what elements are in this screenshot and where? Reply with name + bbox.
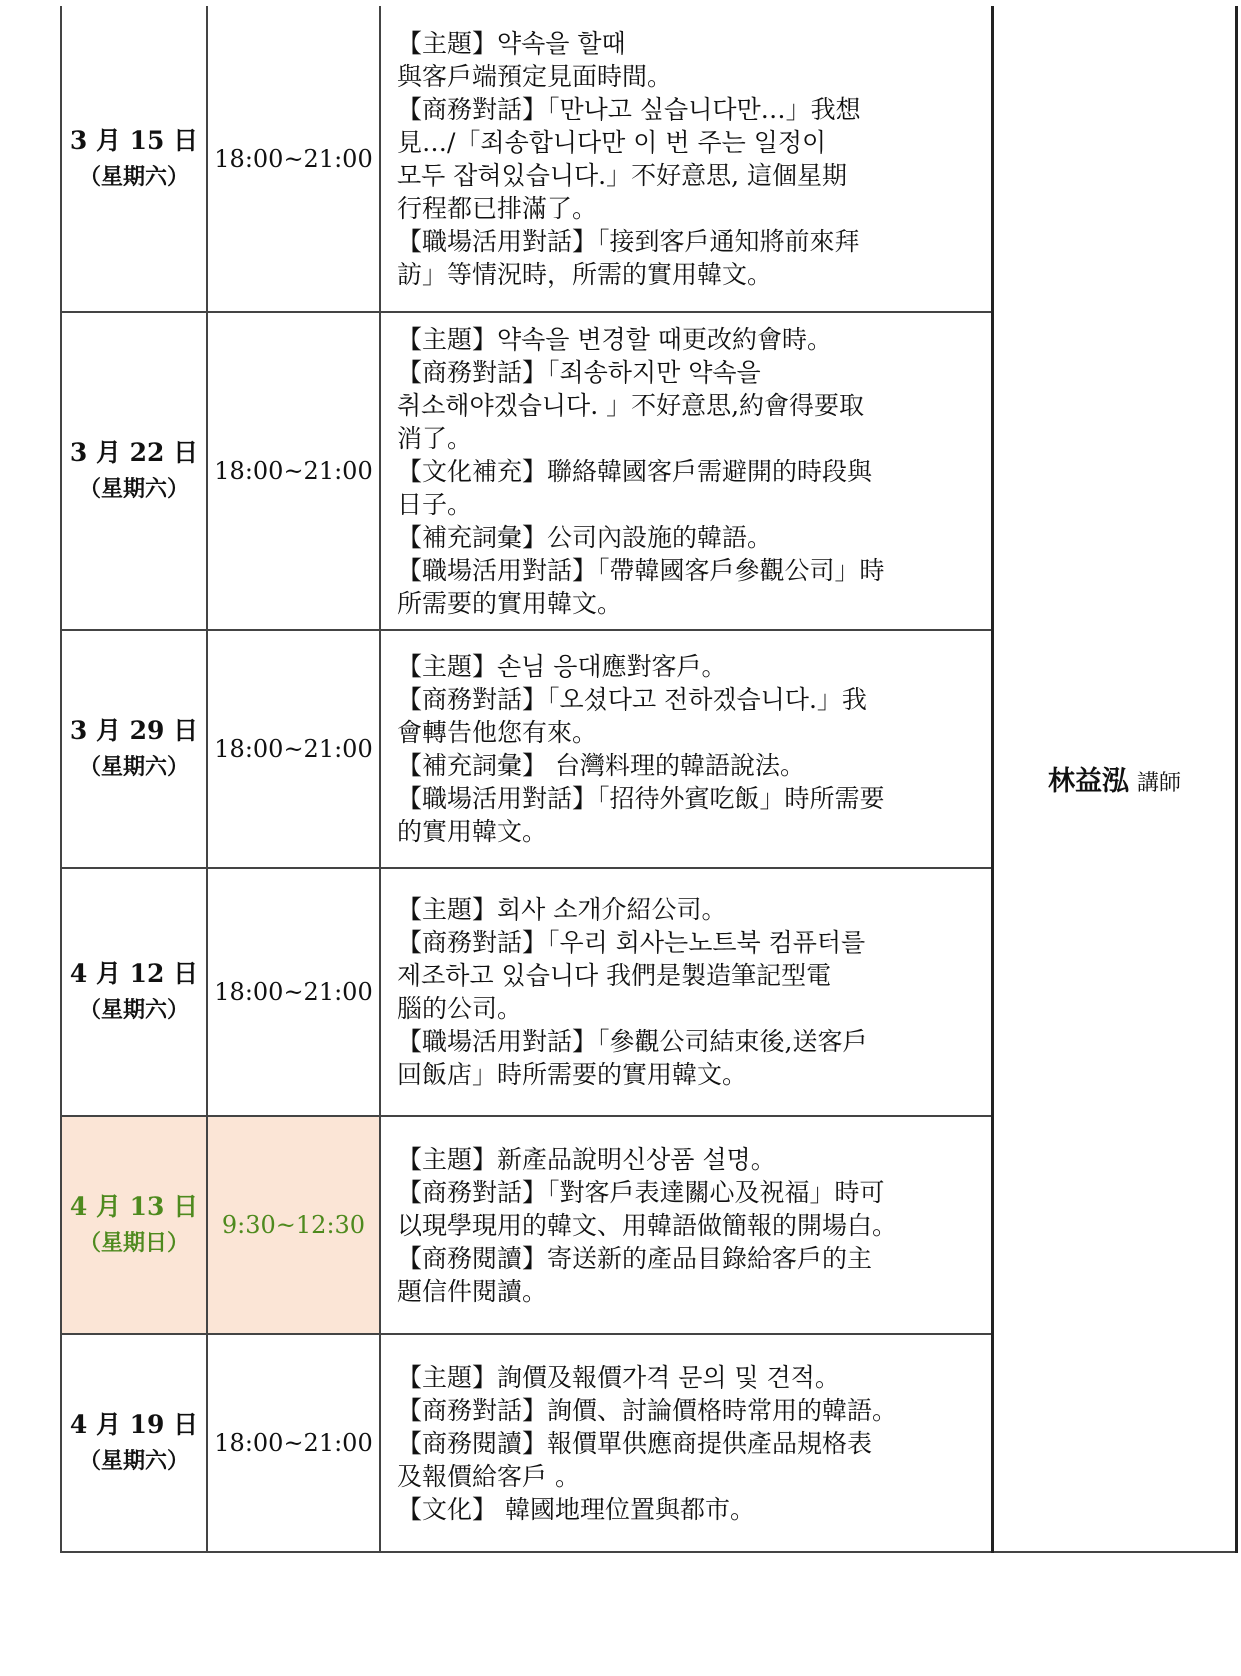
session-content — [380, 1334, 993, 1552]
content-line: 【主題】약속을 할때 — [397, 28, 626, 58]
session-date: 4 月 13 日 — [69, 1192, 199, 1221]
session-weekday: （星期六） — [78, 476, 189, 502]
content-line: 【商務對話】詢價、討論價格時常用的韓語。 — [397, 1395, 898, 1425]
content-line: 及報價給客戶 。 — [397, 1461, 580, 1491]
content-line: 與客戶端預定見面時間。 — [397, 61, 673, 91]
content-line: 所需要的實用韓文。 — [397, 588, 623, 618]
session-row — [61, 6, 1237, 312]
content-line: 行程都已排滿了。 — [397, 193, 598, 223]
session-time: 18:00~21:00 — [207, 312, 380, 630]
content-line: 【主題】詢價及報價가격 문의 및 견적。 — [397, 1362, 840, 1392]
content-line: 【職場活用對話】「帶韓國客戶參觀公司」時 — [397, 555, 885, 585]
content-line: 日子。 — [397, 489, 473, 519]
content-line: 腦的公司。 — [397, 994, 523, 1023]
session-content — [380, 1116, 993, 1334]
session-weekday: （星期六） — [78, 163, 189, 190]
content-line: 見…/「죄송합니다만 이 번 주는 일정이 — [397, 127, 827, 157]
session-content — [380, 868, 993, 1116]
content-line: 【職場活用對話】「參觀公司結束後,送客戶 — [397, 1027, 868, 1056]
content-line: 【補充詞彙】公司內設施的韓語。 — [397, 522, 773, 552]
session-weekday: （星期日） — [78, 1230, 189, 1256]
session-time: 18:00~21:00 — [207, 630, 380, 868]
session-content — [380, 312, 993, 630]
session-date-cell — [61, 1334, 207, 1552]
session-date-cell — [61, 868, 207, 1116]
session-time: 9:30~12:30 — [207, 1116, 380, 1334]
content-line: 題信件閱讀。 — [397, 1276, 548, 1306]
session-date-cell — [61, 312, 207, 630]
session-content — [380, 630, 993, 868]
content-line: 취소해야겠습니다. 」不好意思,約會得要取 — [397, 390, 865, 420]
session-date: 4 月 12 日 — [69, 959, 199, 988]
content-line: 【補充詞彙】 台灣料理的韓語說法。 — [397, 751, 805, 780]
content-line: 【商務閱讀】寄送新的產品目錄給客戶的主 — [397, 1243, 873, 1273]
session-weekday: （星期六） — [78, 997, 189, 1023]
content-line: 【文化】 韓國地理位置與都市。 — [397, 1494, 755, 1524]
instructor-name: 林益泓 — [1047, 766, 1129, 797]
content-line: 【主題】약속을 변경할 때更改約會時。 — [397, 324, 832, 354]
instructor-title: 講師 — [1136, 771, 1181, 796]
content-line: 以現學現用的韓文、用韓語做簡報的開場白。 — [397, 1210, 898, 1240]
session-time: 18:00~21:00 — [207, 868, 380, 1116]
session-date: 3 月 15 日 — [69, 125, 199, 155]
instructor-cell — [993, 6, 1237, 1552]
course-schedule-table — [60, 6, 1238, 1553]
session-date: 3 月 22 日 — [69, 438, 199, 467]
content-line: 【商務對話】「우리 회사는노트북 컴퓨터를 — [397, 928, 866, 957]
content-line: 【文化補充】聯絡韓國客戶需避開的時段與 — [397, 456, 873, 486]
session-date-cell — [61, 630, 207, 868]
session-weekday: （星期六） — [78, 754, 189, 780]
session-date-cell — [61, 6, 207, 312]
session-time: 18:00~21:00 — [207, 6, 380, 312]
session-weekday: （星期六） — [78, 1448, 189, 1474]
content-line: 會轉告他您有來。 — [397, 718, 598, 747]
content-line: 【商務對話】「만나고 싶습니다만…」我想 — [397, 94, 861, 124]
content-line: 回飯店」時所需要的實用韓文。 — [397, 1060, 748, 1089]
content-line: 【主題】新產品說明신상품 설명。 — [397, 1144, 776, 1174]
session-date: 4 月 19 日 — [69, 1410, 199, 1439]
content-line: 모두 잡혀있습니다.」不好意思, 這個星期 — [397, 160, 847, 190]
content-line: 【商務對話】「對客戶表達關心及祝福」時可 — [397, 1177, 885, 1207]
content-line: 【商務對話】「죄송하지만 약속을 — [397, 357, 761, 387]
content-line: 的實用韓文。 — [397, 817, 548, 846]
session-time: 18:00~21:00 — [207, 1334, 380, 1552]
session-content — [380, 6, 993, 312]
content-line: 【商務閱讀】報價單供應商提供產品規格表 — [397, 1428, 873, 1458]
content-line: 訪」等情況時，所需的實用韓文。 — [397, 259, 773, 289]
content-line: 【職場活用對話】「招待外賓吃飯」時所需要 — [397, 784, 885, 813]
content-line: 【商務對話】「오셨다고 전하겠습니다.」我 — [397, 685, 867, 714]
content-line: 제조하고 있습니다 我們是製造筆記型電 — [397, 961, 832, 990]
session-date-cell — [61, 1116, 207, 1334]
content-line: 消了。 — [397, 423, 473, 453]
session-date: 3 月 29 日 — [69, 716, 199, 745]
content-line: 【職場活用對話】「接到客戶通知將前來拜 — [397, 226, 860, 256]
content-line: 【主題】손님 응대應對客戶。 — [397, 652, 727, 681]
content-line: 【主題】회사 소개介紹公司。 — [397, 895, 727, 924]
